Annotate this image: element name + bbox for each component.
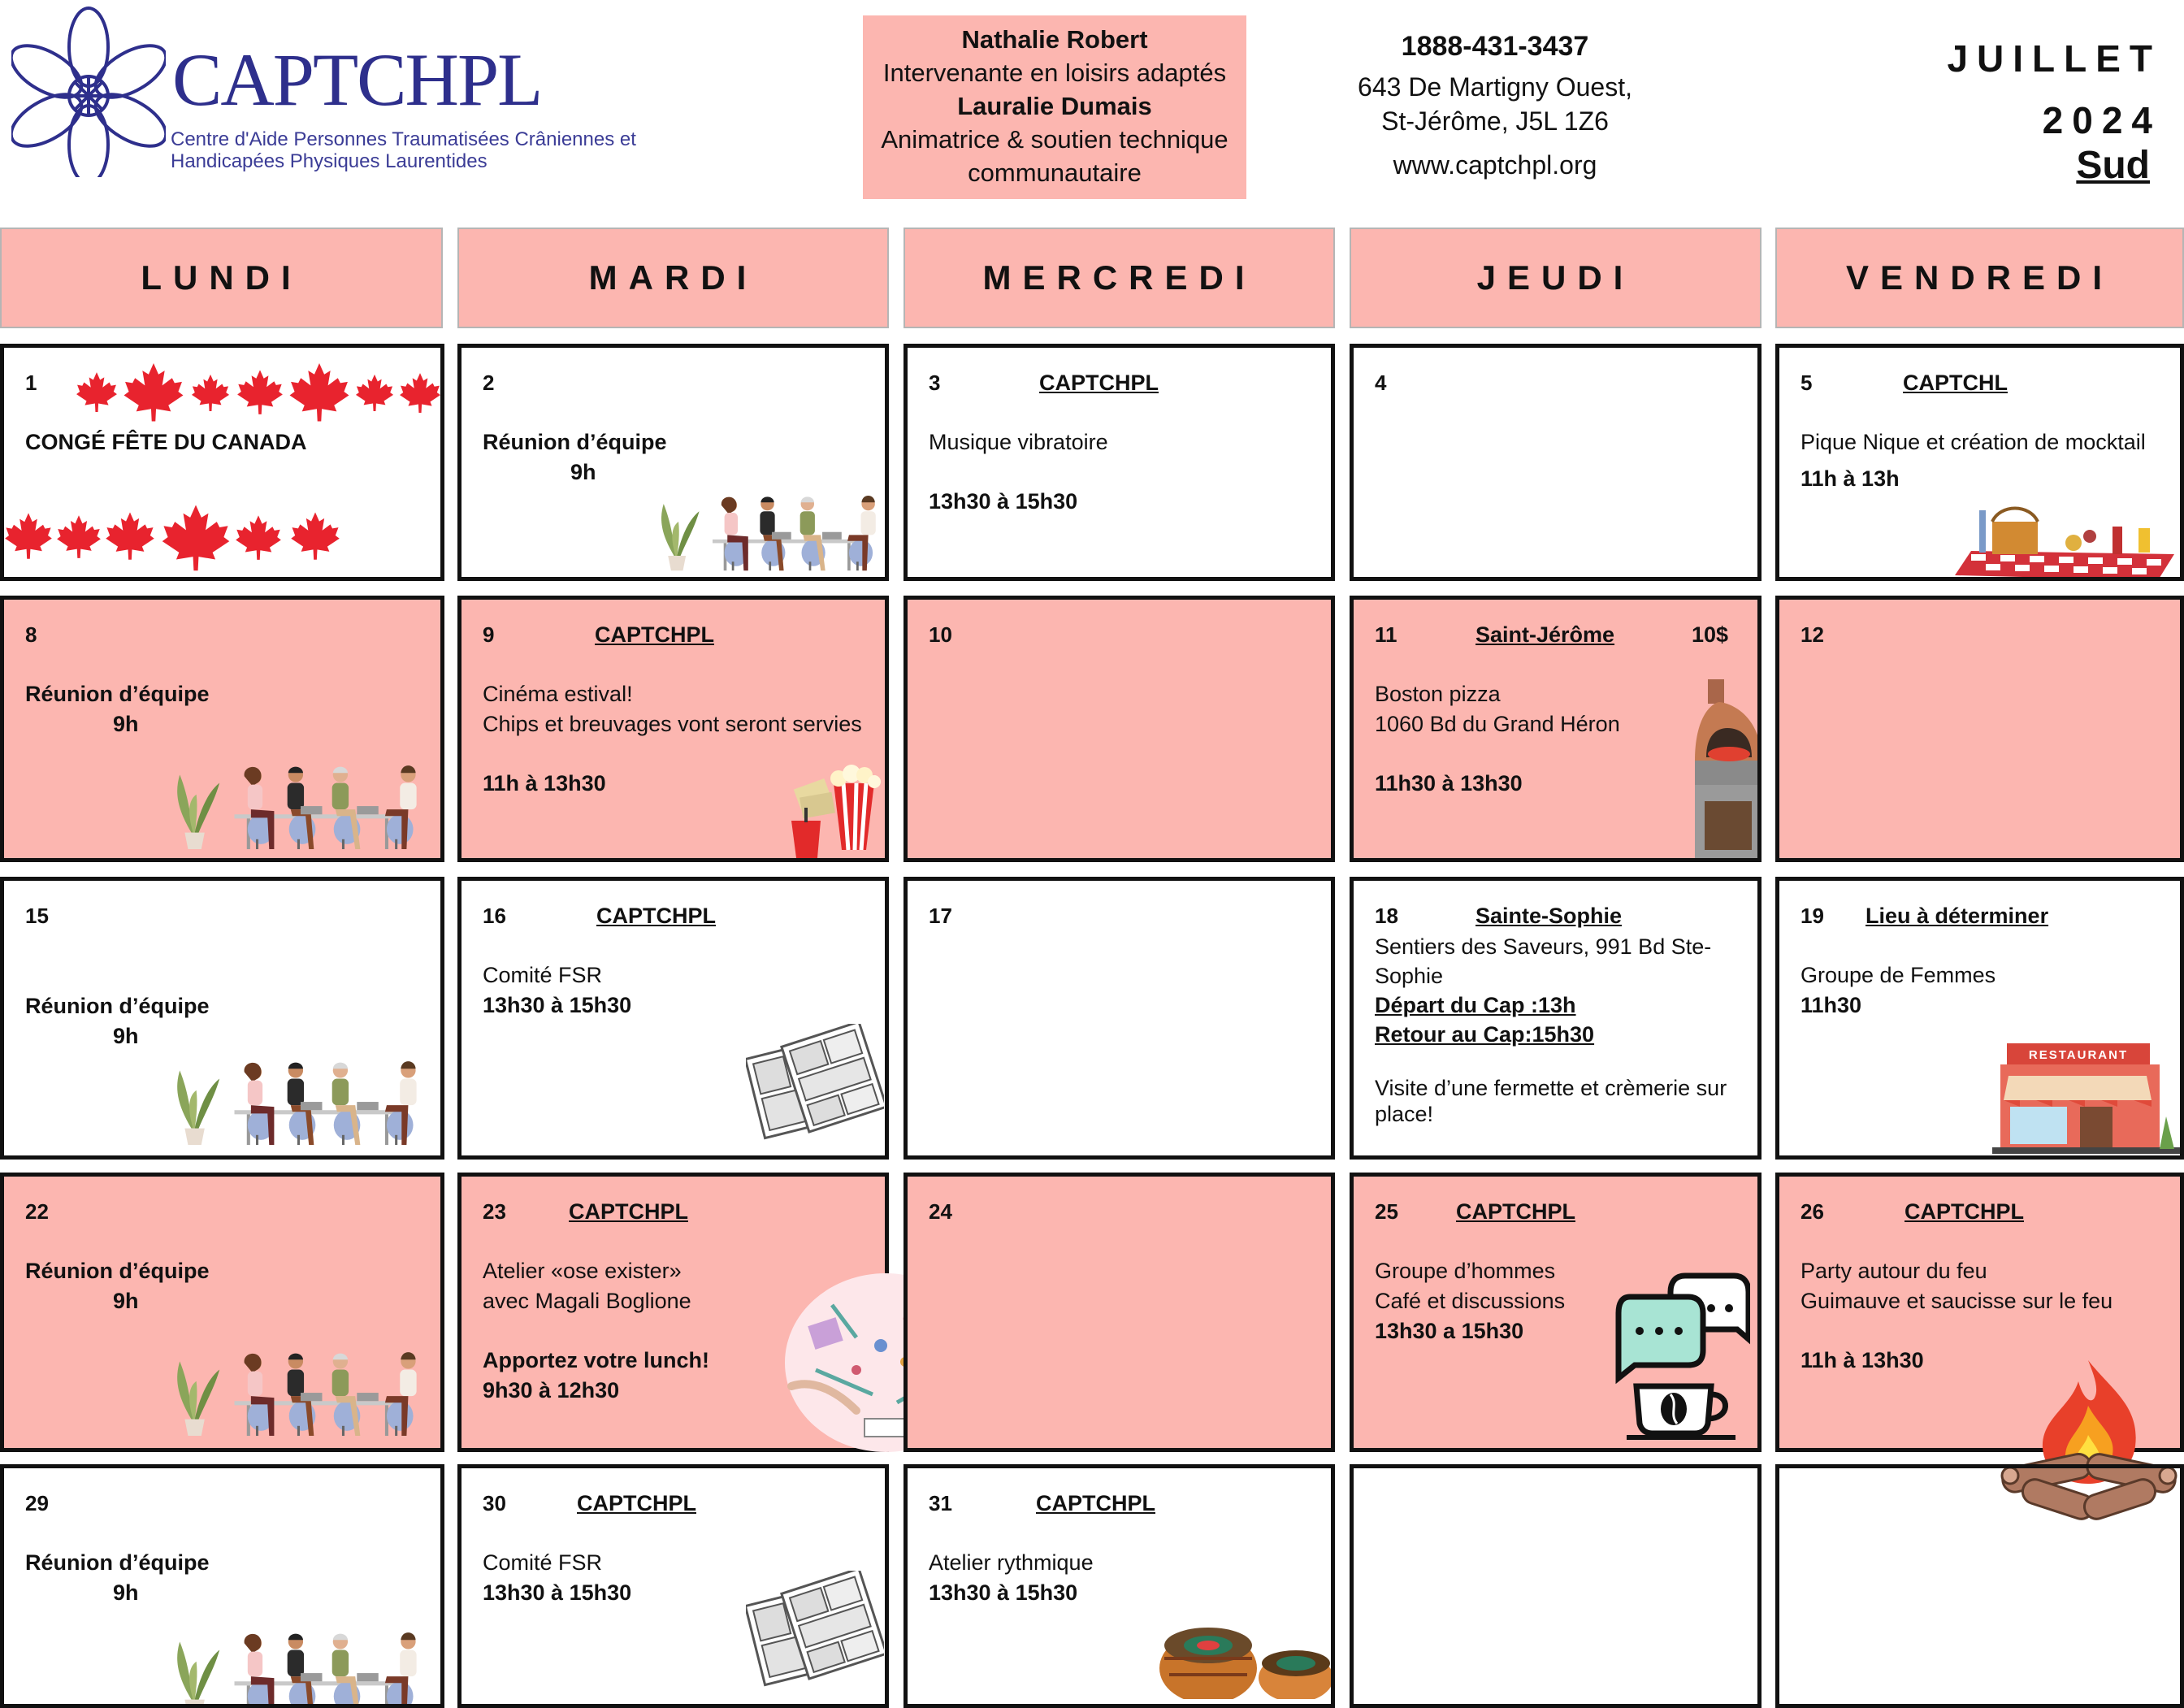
picnic-icon <box>1955 504 2182 580</box>
cell-content: Réunion d’équipe 9h <box>25 994 210 1048</box>
day-number: 1 <box>25 371 37 395</box>
cell-content: Comité FSR 13h30 à 15h30 <box>483 963 632 1017</box>
day-header-mercredi: MERCREDI <box>904 228 1335 328</box>
comic-pages-icon <box>746 1571 884 1693</box>
day-number: 22 <box>25 1199 49 1224</box>
day-number: 9 <box>483 622 495 647</box>
pizza-oven-icon <box>1695 679 1762 862</box>
event-location: Sainte-Sophie <box>1476 904 1623 928</box>
day-cell-22 <box>0 1173 444 1452</box>
day-number: 25 <box>1375 1199 1398 1224</box>
day-number: 24 <box>929 1199 952 1224</box>
cell-content: Sentiers des Saveurs, 991 Bd Ste-Sophie Départ du Cap :13h Retour au Cap:15h30 Visite d’une fermette et crèmerie sur place! <box>1375 934 1727 1126</box>
cell-content: Atelier «ose exister» avec Magali Boglione Apportez votre lunch! 9h30 à 12h30 <box>483 1259 710 1402</box>
cell-content: Réunion d’équipe 9h <box>483 430 667 484</box>
event-location: CAPTCHPL <box>1039 371 1159 395</box>
cell-content: Cinéma estival! Chips et breuvages vont seront servies 11h à 13h30 <box>483 682 862 795</box>
day-cell-16 <box>457 877 889 1160</box>
day-cell-31 <box>904 1464 1335 1708</box>
month-year <box>1869 28 2161 151</box>
staff-role: communautaire <box>968 158 1142 187</box>
website-link[interactable]: www.captchpl.org <box>1393 150 1597 180</box>
meeting-people-icon <box>168 1339 433 1441</box>
day-number: 16 <box>483 904 506 928</box>
event-location: CAPTCHPL <box>1036 1491 1155 1515</box>
event-location: CAPTCHL <box>1903 371 2008 395</box>
day-cell-30 <box>457 1464 889 1708</box>
event-location: CAPTCHPL <box>596 904 716 928</box>
day-number: 31 <box>929 1491 952 1515</box>
cell-content: Musique vibratoire 13h30 à 15h30 <box>929 430 1108 514</box>
year-label: 2024 <box>2042 99 2161 141</box>
day-cell-3 <box>904 344 1335 581</box>
day-cell-empty <box>1775 1464 2184 1708</box>
event-location: CAPTCHPL <box>577 1491 696 1515</box>
day-number: 23 <box>483 1199 506 1224</box>
cell-content: Boston pizza 1060 Bd du Grand Héron 11h30 à 13h30 <box>1375 682 1620 795</box>
day-number: 19 <box>1800 904 1824 928</box>
cell-content: Atelier rythmique 13h30 à 15h30 <box>929 1550 1094 1605</box>
day-number: 5 <box>1800 371 1813 395</box>
meeting-people-icon <box>168 1048 433 1151</box>
chat-coffee-icon <box>1615 1272 1750 1440</box>
staff-box <box>863 15 1246 199</box>
day-number: 3 <box>929 371 941 395</box>
day-number: 29 <box>25 1491 49 1515</box>
event-location: CAPTCHPL <box>1904 1199 2024 1224</box>
logo-wordmark: CAPTCHPL <box>172 38 542 121</box>
day-cell-25 <box>1350 1173 1762 1452</box>
day-header-jeudi: JEUDI <box>1350 228 1762 328</box>
day-cell-24 <box>904 1173 1335 1452</box>
staff-name: Nathalie Robert <box>961 25 1148 54</box>
cell-content: CONGÉ FÊTE DU CANADA <box>25 430 307 454</box>
address-line: St-Jérôme, J5L 1Z6 <box>1381 106 1609 136</box>
contact-info <box>1300 29 1690 182</box>
day-header-mardi: MARDI <box>457 228 889 328</box>
day-cell-5 <box>1775 344 2184 581</box>
day-header-vendredi: VENDREDI <box>1775 228 2184 328</box>
day-cell-19 <box>1775 877 2184 1160</box>
day-number: 4 <box>1375 371 1387 395</box>
day-number: 11 <box>1375 622 1398 647</box>
day-number: 15 <box>25 904 49 928</box>
event-location: CAPTCHPL <box>595 622 714 647</box>
day-cell-4 <box>1350 344 1762 581</box>
meeting-people-icon <box>168 1619 433 1708</box>
flower-logo-icon <box>11 7 166 177</box>
cell-content: Party autour du feu Guimauve et saucisse sur le feu 11h à 13h30 <box>1800 1259 2113 1372</box>
address-line: 643 De Martigny Ouest, <box>1358 72 1632 102</box>
staff-name: Lauralie Dumais <box>957 92 1152 120</box>
day-cell-10 <box>904 596 1335 862</box>
meeting-people-icon <box>653 483 889 577</box>
restaurant-sign: RESTAURANT <box>2028 1048 2129 1062</box>
cell-content: Groupe d’hommes Café et discussions 13h30 a 15h30 <box>1375 1259 1566 1343</box>
day-number: 10 <box>929 622 952 647</box>
day-number: 30 <box>483 1491 506 1515</box>
comic-pages-icon <box>746 1024 884 1146</box>
maple-leaf-icon <box>76 359 441 424</box>
day-cell-15 <box>0 877 444 1160</box>
month-label: JUILLET <box>1947 37 2161 80</box>
logo-subtitle: Centre d'Aide Personnes Traumatisées Crâniennes et Handicapées Physiques Laurentides <box>171 128 636 172</box>
cell-content: Groupe de Femmes 11h30 <box>1800 963 1996 1017</box>
day-cell-empty <box>1350 1464 1762 1708</box>
day-cell-12 <box>1775 596 2184 862</box>
phone-number[interactable]: 1888-431-3437 <box>1401 31 1589 62</box>
day-cell-9 <box>457 596 889 862</box>
event-location: Saint-Jérôme <box>1476 622 1615 647</box>
restaurant-icon <box>1992 1043 2182 1157</box>
maple-leaf-icon <box>4 502 386 575</box>
staff-role: Intervenante en loisirs adaptés <box>882 59 1227 87</box>
region-label: Sud <box>2076 144 2150 187</box>
day-number: 8 <box>25 622 37 647</box>
day-number: 26 <box>1800 1199 1824 1224</box>
event-location: CAPTCHPL <box>569 1199 688 1224</box>
event-price: 10$ <box>1692 622 1729 647</box>
day-cell-18 <box>1350 877 1762 1160</box>
event-location: Lieu à déterminer <box>1866 904 2049 928</box>
cell-content: Comité FSR 13h30 à 15h30 <box>483 1550 632 1605</box>
day-number: 12 <box>1800 622 1824 647</box>
drums-icon <box>1158 1618 1335 1699</box>
cell-content: Réunion d’équipe 9h <box>25 1259 210 1313</box>
day-cell-2 <box>457 344 889 581</box>
cell-content: Pique Nique et création de mocktail 11h à 13h <box>1800 430 2146 491</box>
day-number: 18 <box>1375 904 1398 928</box>
cell-content: Réunion d’équipe 9h <box>25 1550 210 1605</box>
day-cell-1 <box>0 344 444 581</box>
day-cell-8 <box>0 596 444 862</box>
popcorn-icon <box>785 759 887 861</box>
day-cell-17 <box>904 877 1335 1160</box>
day-cell-29 <box>0 1464 444 1708</box>
meeting-people-icon <box>168 752 433 855</box>
staff-role: Animatrice & soutien technique <box>881 125 1228 154</box>
event-location: CAPTCHPL <box>1456 1199 1575 1224</box>
day-cell-11 <box>1350 596 1762 862</box>
day-header-lundi: LUNDI <box>0 228 443 328</box>
day-number: 2 <box>483 371 495 395</box>
day-number: 17 <box>929 904 952 928</box>
cell-content: Réunion d’équipe 9h <box>25 682 210 736</box>
